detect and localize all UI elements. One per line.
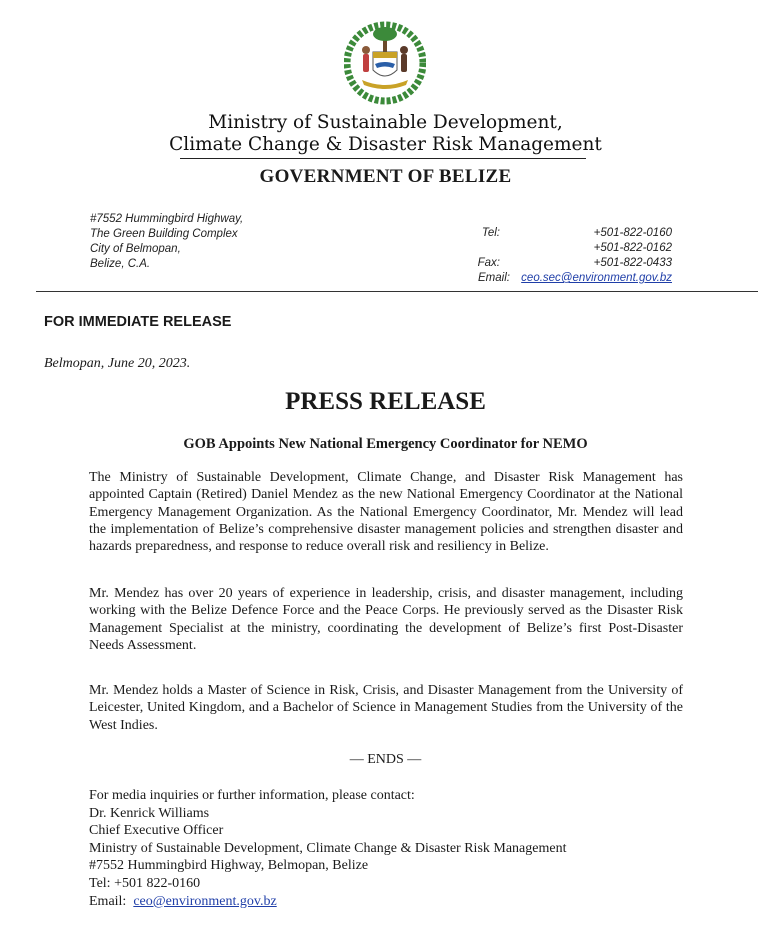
- fax-label: Fax:: [477, 257, 500, 269]
- contact-position: Chief Executive Officer: [89, 823, 224, 839]
- contact-ministry: Ministry of Sustainable Development, Climate Change & Disaster Risk Management: [89, 840, 567, 856]
- address-line: Belize, C.A.: [90, 258, 151, 270]
- coat-of-arms-icon: [344, 20, 426, 106]
- contact-tel: Tel: +501 822-0160: [89, 875, 201, 891]
- tel-number-2: +501-822-0162: [593, 242, 672, 254]
- tel-row: [440, 226, 672, 241]
- fax-number: +501-822-0433: [593, 257, 672, 269]
- tel-number-1: +501-822-0160: [593, 227, 672, 239]
- ministry-line-1: Ministry of Sustainable Development,: [208, 112, 563, 133]
- contact-name: Dr. Kenrick Williams: [89, 805, 210, 821]
- contact-address: #7552 Hummingbird Highway, Belmopan, Belize: [89, 858, 369, 874]
- media-contact: [89, 787, 566, 910]
- fax-row: [440, 256, 672, 271]
- address-line: The Green Building Complex: [90, 228, 238, 240]
- body-paragraph-3: Mr. Mendez holds a Master of Science in Risk, Crisis, and Disaster Management from the University of Leicester, United Kingdom, and a Bachelor of Science in Management Studies from the University of the West Indies.: [89, 683, 683, 733]
- ministry-contact: [440, 226, 672, 286]
- email-row: [440, 271, 672, 286]
- ministry-name: [0, 112, 771, 156]
- contact-email-link[interactable]: ceo@environment.gov.bz: [133, 893, 277, 909]
- ministry-divider: [180, 158, 586, 159]
- contact-intro: For media inquiries or further information, please contact:: [89, 788, 415, 803]
- dateline: Belmopan, June 20, 2023.: [44, 356, 191, 371]
- immediate-release-label: FOR IMMEDIATE RELEASE: [44, 314, 232, 330]
- address-line: City of Belmopan,: [90, 243, 181, 255]
- government-title: GOVERNMENT OF BELIZE: [259, 166, 512, 187]
- body-paragraph-2: Mr. Mendez has over 20 years of experience in leadership, crisis, and disaster management, including working with the Belize Defence Force and the Peace Corps. He previously served as the Disaster Risk Management Specialist at the ministry, coordinating the development of Belize’s first Post-Disaster Needs Assessment.: [89, 586, 683, 653]
- press-release-title: PRESS RELEASE: [285, 388, 486, 415]
- letterhead-divider: [36, 291, 758, 292]
- contact-email-row: [89, 893, 566, 911]
- contact-email-label: Email:: [89, 893, 127, 909]
- letterhead-email-link[interactable]: ceo.sec@environment.gov.bz: [521, 272, 672, 284]
- email-label: Email:: [478, 272, 510, 284]
- tel-row-2: [440, 241, 672, 256]
- ends-marker: — ENDS —: [349, 752, 422, 767]
- ministry-line-2: Climate Change & Disaster Risk Management: [169, 134, 602, 155]
- body-paragraph-1: The Ministry of Sustainable Development, Climate Change, and Disaster Risk Management has appointed Captain (Retired) Daniel Mendez as the new National Emergency Coordinator at the National Emergency Management Organization. As the National Emergency Coordinator, Mr. Mendez will lead the implementation of Belize’s comprehensive disaster management policies and strengthen disaster and hazards preparedness, and response to reduce overall risk and resiliency in Belize.: [89, 470, 683, 555]
- address-line: #7552 Hummingbird Highway,: [90, 213, 244, 225]
- ministry-address: [90, 212, 243, 272]
- press-release-headline: GOB Appoints New National Emergency Coordinator for NEMO: [183, 436, 588, 452]
- tel-label: Tel:: [481, 227, 500, 239]
